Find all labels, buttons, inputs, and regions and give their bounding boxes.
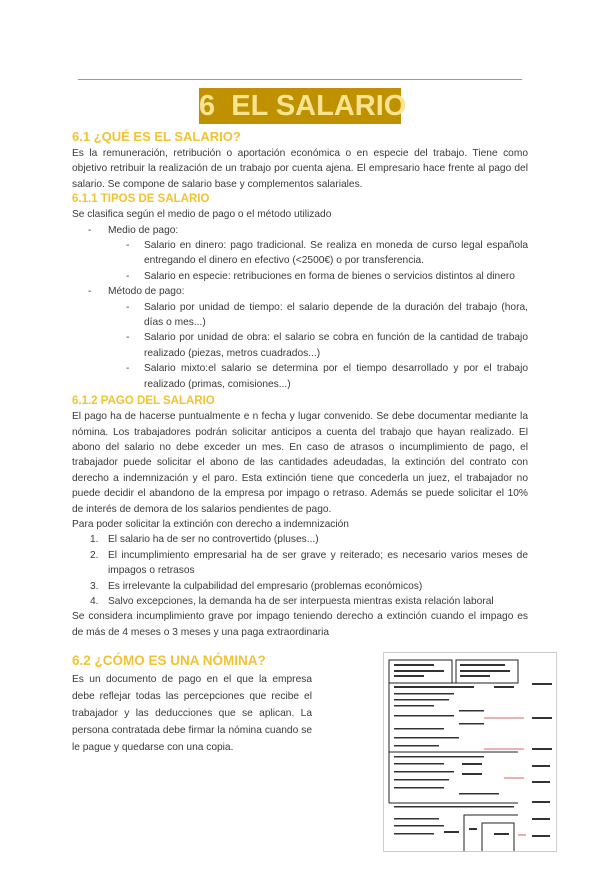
page-title: 6 EL SALARIO (199, 90, 407, 122)
list-item: 2. El incumplimiento empresarial ha de ser grave y reiterado; es necesario varios meses de impagos o retrasos (90, 549, 528, 577)
section-6-1-text: Es la remuneración, retribución o aportación económica o en especie del trabajo. Tiene como objetivo retribuir la realización de un trabajo por cuenta ajena. El empresario hace frente al pago del salario. Se compone de salario base y complementos salariales. (72, 148, 528, 190)
list-item: 3. Es irrelevante la culpabilidad del empresario (problemas económicos) (90, 580, 423, 592)
list-item: - Salario por unidad de obra: el salario se cobra en función de la cantidad de trabajo realizado (piezas, metros cuadrados...) (126, 332, 528, 359)
salary-types-list (72, 223, 528, 392)
section-6-1-2-list-intro: Para poder solicitar la extinción con derecho a indemnización (72, 518, 349, 530)
section-6-1-2-closing: Se considera incumplimiento grave por impago teniendo derecho a extinción cuando el impago es de más de 4 meses o 3 meses y una paga extraordinaria (72, 611, 528, 638)
list-item: 4. Salvo excepciones, la demanda ha de ser interpuesta mientras exista relación laboral (90, 595, 494, 607)
list-item: - Salario en dinero: pago tradicional. Se realiza en moneda de curso legal española entregando el dinero en efectivo (<2500€) o por transferencia. (126, 240, 528, 267)
section-6-1-heading: 6.1 ¿QUÉ ES EL SALARIO? (72, 129, 241, 144)
section-6-2 (72, 652, 312, 756)
list-item: - Método de pago: (88, 286, 185, 298)
section-6-1-2-text: El pago ha de hacerse puntualmente e n fecha y lugar convenido. Se debe documentar mediante la nómina. Los trabajadores podrán solicitar anticipos a cuenta del trabajo que hayan realizado. El abono del salario no debe exceder un mes. En caso de atrasos o incumplimiento de pago, el trabajador puede solicitar el abono de las cantidades adeudadas, la extinción del contrato con derecho a indemnización y el paro. Esta extinción tiene que concederla un juez, el trabajador no puede decidir el abandono de la empresa por impago o retraso. Además se puede solicitar el 10% de interés de demora de los salarios pendientes de pago. (72, 411, 528, 515)
section-6-2-heading: 6.2 ¿CÓMO ES UNA NÓMINA? (72, 653, 266, 669)
section-6-2-row (72, 652, 555, 852)
list-item: - Medio de pago: (88, 224, 179, 236)
section-6-2-text: Es un documento de pago en el que la empresa debe reflejar todas las percepciones que recibe el trabajador y las deducciones que se aplican. La persona contratada debe firmar la nómina cuando se le pague y quedarse con una copia. (72, 674, 312, 754)
section-6-1-2-heading: 6.1.2 PAGO DEL SALARIO (72, 395, 215, 408)
document-body (72, 0, 528, 872)
list-item: - Salario en especie: retribuciones en forma de bienes o servicios distintos al dinero (126, 270, 515, 282)
section-6-1-1-heading: 6.1.1 TIPOS DE SALARIO (72, 193, 210, 206)
list-item: - Salario por unidad de tiempo: el salario depende de la duración del trabajo (hora, días o mes...) (126, 301, 528, 329)
section-6-1-1-intro: Se clasifica según el medio de pago o el método utilizado (72, 209, 332, 221)
requirements-list (72, 532, 528, 609)
list-item: 1. El salario ha de ser no controvertido (pluses...) (90, 534, 319, 546)
list-item: - Salario mixto:el salario se determina por el tiempo desarrollado y por el trabajo realizado (primas, comisiones...) (126, 363, 528, 390)
payslip-image (383, 652, 557, 852)
